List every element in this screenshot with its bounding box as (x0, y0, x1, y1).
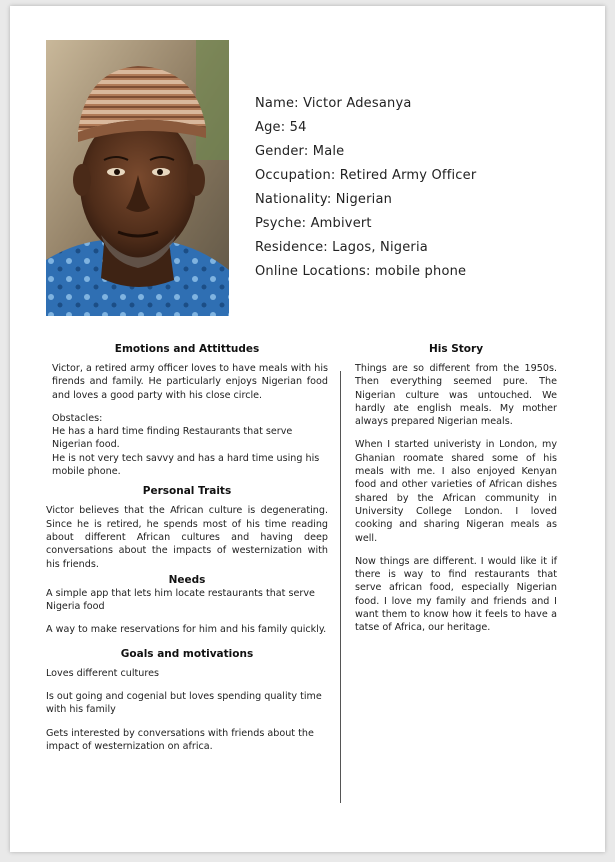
profile-age: Age: 54 (255, 120, 307, 135)
profile-name: Name: Victor Adesanya (255, 96, 412, 111)
goal-item: Is out going and cogenial but loves spending quality time with his family (46, 691, 322, 716)
left-column (46, 342, 328, 753)
need-item: A simple app that lets him locate restaurants that serve Nigeria food (46, 587, 315, 613)
profile-details (255, 92, 585, 284)
need-item: A way to make reservations for him and his family quickly. (46, 624, 327, 636)
story-paragraph: Now things are different. I would like it if there is way to find restaurants that serve african food, especially Nigerian food. I love my family and friends and I want them to know how it feels to have a tatse of Africa, our heritage. (355, 555, 557, 634)
profile-psyche: Psyche: Ambivert (255, 216, 372, 231)
column-divider (340, 371, 341, 803)
goal-item: Gets interested by conversations with friends about the impact of westernization on africa. (46, 727, 314, 752)
story-heading: His Story (428, 343, 484, 355)
profile-occupation: Occupation: Retired Army Officer (255, 168, 477, 183)
persona-sheet (10, 6, 605, 852)
obstacle-item: He is not very tech savvy and has a hard time using his mobile phone. (52, 452, 320, 478)
traits-text: Victor believes that the African culture is degenerating. Since he is retired, he spends most of his time reading about different African cultures and having deep conversations about the impacts of westernization with his friends. (46, 505, 328, 570)
traits-heading: Personal Traits (142, 485, 232, 498)
emotions-intro: Victor, a retired army officer loves to have meals with his firends and family. He particularly enjoys Nigerian food and loves a good party with his close circle. (52, 363, 328, 401)
story-paragraph: When I started univeristy in London, my Ghanian roomate shared some of his meals with me. I also enjoyed Kenyan food and other varieties of African dishes shared by the African community in University College London. I loved cooking and sharing Nigeran meals as well. (355, 439, 557, 544)
story-paragraph: Things are so different from the 1950s. Then everything seemed pure. The Nigerian culture was untouched. We hardly ate english meals. My mother always prepared Nigerian meals. (355, 363, 557, 428)
right-column (355, 342, 557, 635)
emotions-heading: Emotions and Attittudes (114, 343, 260, 355)
profile-nationality: Nationality: Nigerian (255, 192, 393, 207)
profile-gender: Gender: Male (255, 144, 345, 159)
goal-item: Loves different cultures (46, 667, 159, 679)
goals-heading: Goals and motivations (120, 647, 254, 660)
obstacles-label: Obstacles: (52, 412, 103, 424)
obstacle-item: He has a hard time finding Restaurants that serve Nigerian food. (52, 426, 293, 451)
persona-photo (46, 40, 229, 316)
needs-heading: Needs (168, 573, 206, 586)
profile-residence: Residence: Lagos, Nigeria (255, 240, 428, 255)
profile-online-locations: Online Locations: mobile phone (255, 264, 467, 279)
